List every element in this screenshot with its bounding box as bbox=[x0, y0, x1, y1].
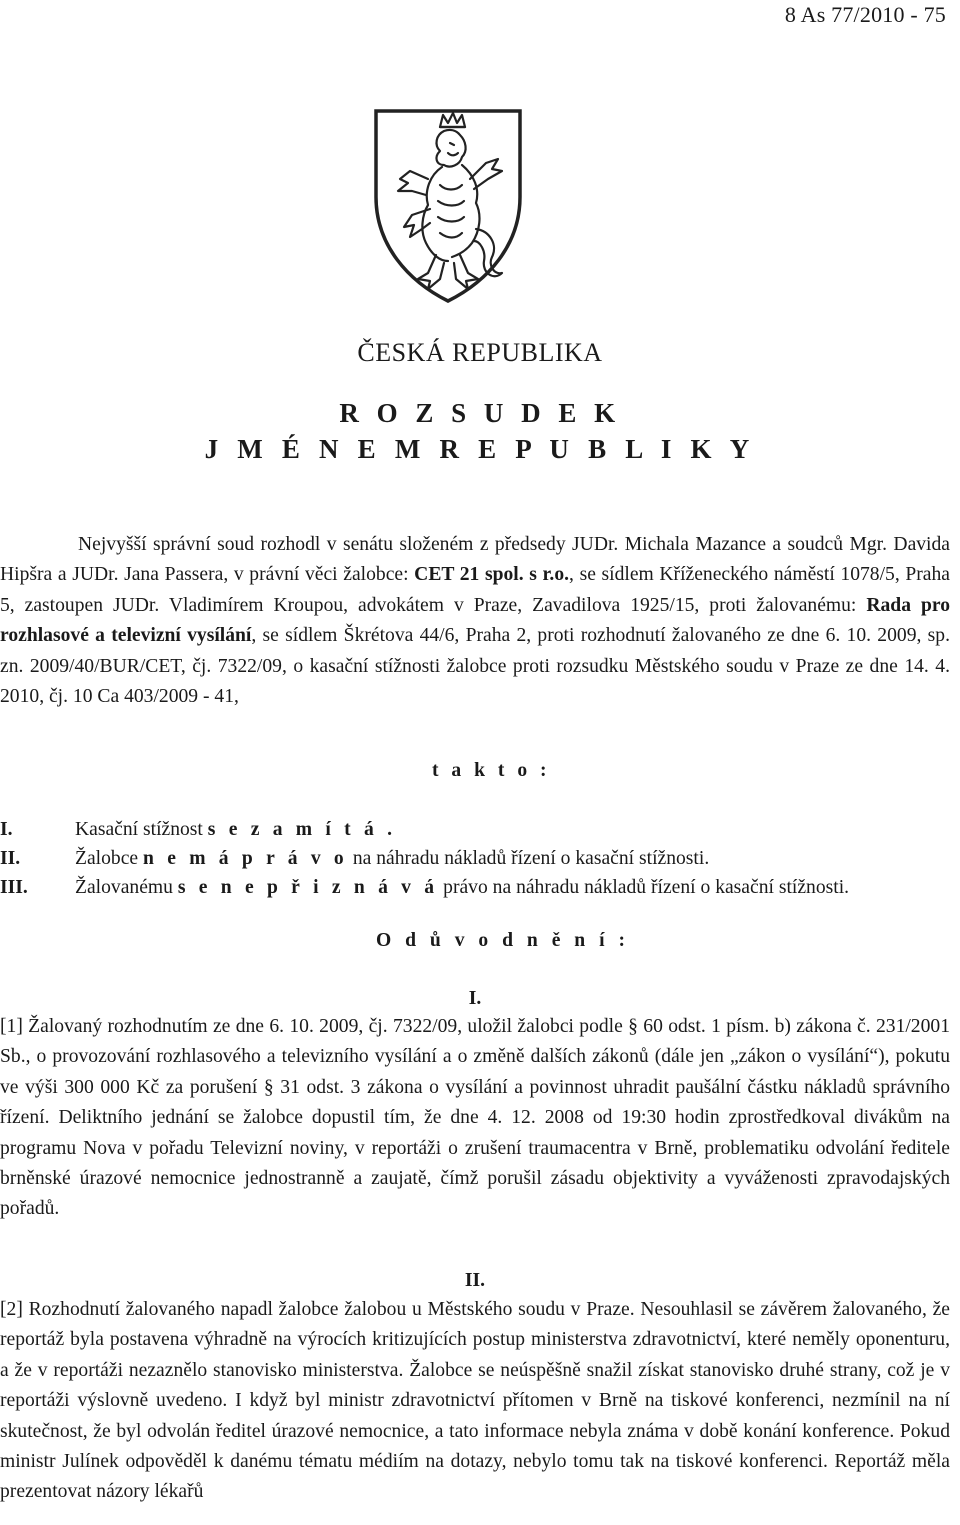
document-subtitle: J M É N E M R E P U B L I K Y bbox=[204, 434, 756, 464]
verdict-item-emphasis: s e z a m í t á . bbox=[207, 819, 397, 840]
defendant-name: Rada pro rozhlasové a televizní vysílání bbox=[0, 594, 950, 647]
document-title: R O Z S U D E K bbox=[339, 398, 621, 428]
country-heading: ČESKÁ REPUBLIKA bbox=[357, 338, 603, 367]
verdict-item-number: III. bbox=[0, 877, 28, 898]
reasons-paragraph-1: [1] Žalovaný rozhodnutím ze dne 6. 10. 2009, čj. 7322/09, uložil žalobci podle § 60 odst. 1 písm. b) zákona č. 231/2001 Sb., o provozování rozhlasového a televizního vysílání a o změně dalších zákonů (dále jen „zákon o vysílání“), pokutu ve výši 300 000 Kč za porušení § 31 odst. 3 zákona o vysílání a povinnost uhradit paušální částku nákladů správního řízení. Deliktního jednání se žalobce dopustil tím, že dne 4. 12. 2008 od 19:30 hodin zprostředkoval divákům na programu Nova v pořadu Televizní noviny, v reportáži o zrušení traumacentra v Brně, problematiku odvolání ředitele brněnské úrazové nemocnice jednostranně a zaujatě, čímž porušil zásadu objektivity a vyváženosti zpravodajských pořadů. bbox=[0, 1016, 950, 1220]
verdict-item-post: na náhradu nákladů řízení o kasační stížnosti. bbox=[347, 848, 710, 869]
section-number: II. bbox=[464, 1270, 486, 1291]
verdict-item-pre: Kasační stížnost bbox=[75, 819, 208, 840]
verdict-item-post: právo na náhradu nákladů řízení o kasační stížnosti. bbox=[438, 877, 850, 898]
reasons-paragraph-2: [2] Rozhodnutí žalovaného napadl žalobce žalobou u Městského soudu v Praze. Nesouhlasil se závěrem žalovaného, že reportáž byla postavena výhradně na výrocích kritizujících postup ministerstva zdravotnictví, které neměly oponenturu, a že v reportáži nezaznělo stanovisko ministerstva. Žalobce se neúspěšně snažil získat stanovisko druhé strany, což je v reportáži výslovně uvedeno. I když byl ministr zdravotnictví přítomen v Brně na tiskové konferenci, nezmínil na ní skutečnost, že byl odvolán ředitel úrazové nemocnice, a tato informace nebyla známa v době konání konference. Pokud ministr Julínek odpověděl k danému tématu médiím na dotazy, nebylo tomu tak na tiskové konferenci. Reportáž měla prezentovat názory lékařů bbox=[0, 1299, 950, 1503]
verdict-item-pre: Žalovanému bbox=[75, 877, 178, 898]
case-reference: 8 As 77/2010 - 75 bbox=[784, 2, 946, 27]
czech-lion-coat-of-arms-icon bbox=[370, 105, 526, 305]
verdict-item-emphasis: n e m á p r á v o bbox=[143, 848, 348, 869]
verdict-item-number: II. bbox=[0, 848, 21, 869]
verdict-heading: t a k t o : bbox=[432, 760, 551, 781]
intro-text-2: , se sídlem Kříženeckého náměstí 1078/5, Praha 5, zastoupen JUDr. Vladimírem Kroupou, advokátem v Praze, Zavadilova 1925/15, proti žalovanému: bbox=[0, 564, 950, 616]
reasons-heading: O d ů v o d n ě n í : bbox=[376, 930, 630, 951]
section-number: I. bbox=[468, 988, 482, 1009]
verdict-item-emphasis: s e n e p ř i z n á v á bbox=[177, 877, 439, 898]
intro-text-1: Nejvyšší správní soud rozhodl v senátu složeném z předsedy JUDr. Michala Mazance a soudců Mgr. Davida Hipšra a JUDr. Jana Passera, v právní věci žalobce: bbox=[0, 534, 950, 586]
intro-text-3: , se sídlem Škrétova 44/6, Praha 2, proti rozhodnutí žalovaného ze dne 6. 10. 2009, sp. zn. 2009/40/BUR/CET, čj. 7322/09, o kasační stížnosti žalobce proti rozsudku Městského soudu v Praze ze dne 14. 4. 2010, čj. 10 Ca 403/2009 - 41, bbox=[0, 625, 950, 708]
verdict-item-number: I. bbox=[0, 819, 13, 840]
plaintiff-name: CET 21 spol. s r.o. bbox=[414, 564, 570, 586]
intro-paragraph bbox=[0, 530, 950, 712]
verdict-item-pre: Žalobce bbox=[75, 848, 143, 869]
